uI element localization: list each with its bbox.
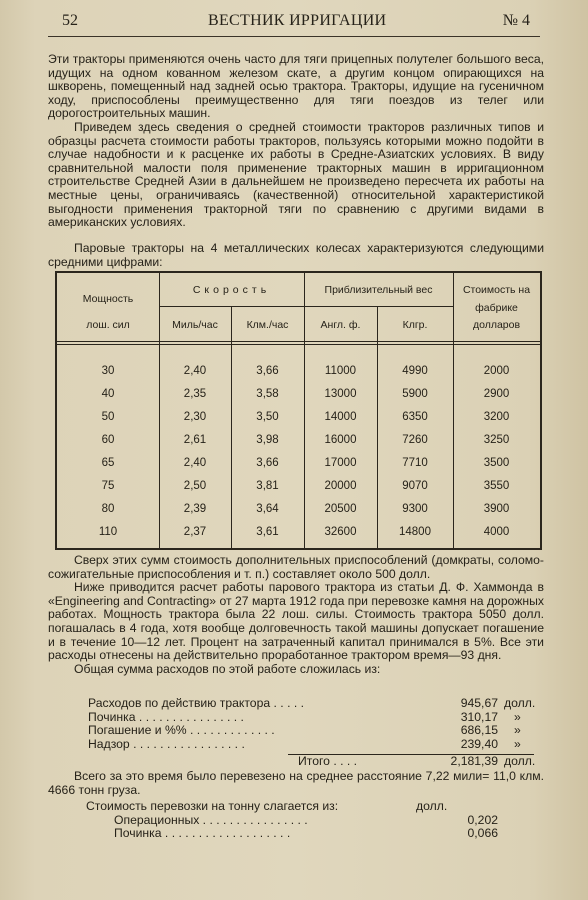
per-ton-label: Починка . . . . . . . . . . . . . . . . . . .	[114, 826, 291, 841]
paragraph-table-intro: Паровые тракторы на 4 металлических колесах характеризуются следующими средними цифрами:	[48, 241, 544, 269]
cell-cost: 3200	[483, 411, 510, 423]
expense-row	[48, 724, 548, 738]
tractor-spec-table	[55, 271, 542, 550]
cell-kmh: 3,66	[256, 365, 279, 377]
expense-label: Починка . . . . . . . . . . . . . . . .	[88, 709, 244, 724]
cell-mph: 2,40	[183, 365, 207, 377]
cell-kg: 9300	[402, 503, 428, 515]
cell-cost: 2000	[483, 365, 510, 377]
cell-cost: 3250	[483, 434, 510, 446]
cell-power: 50	[101, 411, 115, 423]
expense-value: 686,15	[460, 723, 498, 738]
text-block-4	[48, 554, 544, 676]
cell-lb: 13000	[324, 388, 357, 400]
expense-list	[48, 697, 548, 769]
cell-cost: 3500	[483, 457, 510, 469]
text-block-3	[48, 242, 544, 269]
per-ton-intro: Стоимость перевозки на тонну слагается из:	[86, 799, 339, 813]
cell-cost: 3900	[483, 503, 510, 515]
header-lb: Англ. ф.	[320, 319, 361, 331]
expense-row	[48, 697, 548, 711]
page-number: 52	[62, 12, 78, 29]
header-power: Мощность	[82, 293, 134, 305]
cell-power: 40	[101, 388, 115, 400]
cell-mph: 2,61	[183, 434, 207, 446]
cell-lb: 16000	[324, 434, 357, 446]
text-block-1	[48, 53, 544, 121]
paragraph-total-freight: Всего за это время было перевезено на среднее расстояние 7,22 мили= 11,0 клм. 4666 тонн груза.	[48, 769, 544, 797]
header-power-unit: лош. сил	[86, 319, 130, 331]
cell-mph: 2,35	[183, 388, 207, 400]
cell-kmh: 3,61	[256, 526, 279, 538]
cell-kmh: 3,98	[256, 434, 279, 446]
expense-value: 945,67	[460, 696, 498, 710]
text-block-2	[48, 121, 544, 230]
cell-power: 65	[101, 457, 115, 469]
cell-cost: 4000	[483, 526, 510, 538]
cell-lb: 32600	[324, 526, 357, 538]
cell-kg: 7260	[402, 434, 428, 446]
cell-power: 80	[101, 503, 115, 515]
expense-row	[48, 738, 548, 752]
cell-kmh: 3,64	[256, 503, 279, 515]
per-ton-unit: долл.	[416, 799, 448, 813]
cell-power: 75	[101, 480, 115, 492]
expense-value: 310,17	[460, 709, 498, 724]
table-header-rule	[57, 344, 540, 345]
table-divider	[159, 306, 453, 307]
cell-lb: 14000	[324, 411, 357, 423]
per-ton-label: Операционных . . . . . . . . . . . . . . . .	[114, 812, 308, 827]
expense-label: Расходов по действию трактора . . . . .	[88, 696, 305, 710]
header-weight: Приблизительный вес	[324, 284, 433, 296]
text-block-5	[48, 770, 544, 797]
cell-mph: 2,40	[183, 457, 207, 469]
expense-value: 239,40	[460, 736, 498, 751]
per-ton-list	[48, 800, 548, 841]
cell-mph: 2,39	[183, 503, 207, 515]
header-cost-sub: фабрике	[475, 302, 518, 314]
expense-total-row	[48, 755, 548, 769]
header-cost: Стоимость на	[462, 284, 531, 296]
cell-power: 30	[101, 365, 115, 377]
cell-power: 60	[101, 434, 115, 446]
table-header-rule	[57, 341, 540, 342]
per-ton-row	[48, 827, 548, 841]
paragraph-cost-intro: Приведем здесь сведения о средней стоимости тракторов различных типов и образцы расчета стоимости работы тракторов, пользуясь которыми можно подойти в случае надобности и к расценке их работы в Средне-Азиатских условиях. В виду сравнительной малости поля применение тракторных машин в ирригационном строительстве Средней Азии в дальнейшем не произведено пересчета их работы на местные цены, ограничиваясь (качественной) относительной характеристикой выгодности применения тракторной тяги по сравнению с другими видами в американских условиях.	[48, 120, 544, 230]
per-ton-header-row	[48, 800, 548, 814]
page-header	[48, 10, 540, 37]
cell-kg: 7710	[402, 457, 428, 469]
cell-kg: 5900	[402, 388, 428, 400]
cell-mph: 2,50	[183, 480, 207, 492]
header-cost-unit: долларов	[472, 319, 521, 331]
cell-kg: 4990	[402, 365, 428, 377]
cell-kg: 9070	[402, 480, 428, 492]
cell-lb: 20000	[324, 480, 357, 492]
issue-number: № 4	[502, 12, 530, 29]
cell-lb: 11000	[324, 365, 357, 377]
expense-unit: »	[514, 709, 521, 724]
expense-row	[48, 711, 548, 725]
expense-unit: »	[514, 723, 521, 738]
cell-kg: 6350	[402, 411, 428, 423]
total-label: Итого . . . .	[298, 754, 358, 769]
cell-kmh: 3,50	[256, 411, 279, 423]
paragraph-expense-intro: Общая сумма расходов по этой работе сложилась из:	[74, 661, 381, 676]
cell-mph: 2,30	[183, 411, 207, 423]
cell-kmh: 3,58	[256, 388, 279, 400]
per-ton-value: 0,066	[467, 826, 498, 841]
paragraph-extra-costs: Сверх этих сумм стоимость дополнительных приспособлений (домкраты, соломо-сожигательные приспособления и т. п.) составляет около 500 долл.	[48, 553, 544, 581]
expense-unit: »	[514, 736, 521, 751]
cell-cost: 3550	[483, 480, 510, 492]
expense-label: Надзор . . . . . . . . . . . . . . . . .	[88, 736, 245, 751]
expense-label: Погашение и %% . . . . . . . . . . . . .	[88, 723, 275, 738]
expense-unit: долл.	[504, 696, 536, 710]
paragraph-hammond-calc: Ниже приводится расчет работы парового трактора из статьи Д. Ф. Хаммонда в «Engineering and Contracting» от 27 марта 1912 года при перевозке камня на дорожных работах. Мощность трактора была 22 лош. силы. Стоимость трактора 5050 долл. погашалась в 4 года, хотя вообще долговечность такой машины допускает погашение и в течение 10—12 лет. Процент на затраченный капитал принимался в 5%. Все эти расходы отнесены на действительно проработанное трактором время—93 дня.	[48, 580, 544, 663]
total-unit: долл.	[504, 754, 536, 769]
cell-kmh: 3,66	[256, 457, 279, 469]
per-ton-value: 0,202	[467, 812, 498, 827]
paragraph-tractor-usage: Эти тракторы применяются очень часто для тяги прицепных полутелег большого веса, идущих на одном ковaнном железом скате, а другим концом опирающихся на шкворень, помещенный над задней осью трактора. Тракторы, идущие на гусеничном ходу, приспособлены преимущественно для тяги поездов из телег или дорогостроительных машин.	[48, 52, 544, 121]
total-value: 2,181,39	[450, 754, 498, 769]
cell-lb: 17000	[324, 457, 357, 469]
cell-mph: 2,37	[183, 526, 207, 538]
cell-lb: 20500	[324, 503, 357, 515]
cell-power: 110	[98, 526, 118, 538]
header-kg: Клгр.	[402, 319, 428, 331]
journal-title: ВЕСТНИК ИРРИГАЦИИ	[208, 12, 387, 29]
cell-kmh: 3,81	[256, 480, 279, 492]
header-speed: Скорость	[192, 284, 271, 296]
cell-cost: 2900	[483, 388, 510, 400]
header-mph: Миль/час	[172, 319, 218, 331]
header-kmh: Клм./час	[246, 319, 289, 331]
per-ton-row	[48, 814, 548, 828]
cell-kg: 14800	[399, 526, 431, 538]
